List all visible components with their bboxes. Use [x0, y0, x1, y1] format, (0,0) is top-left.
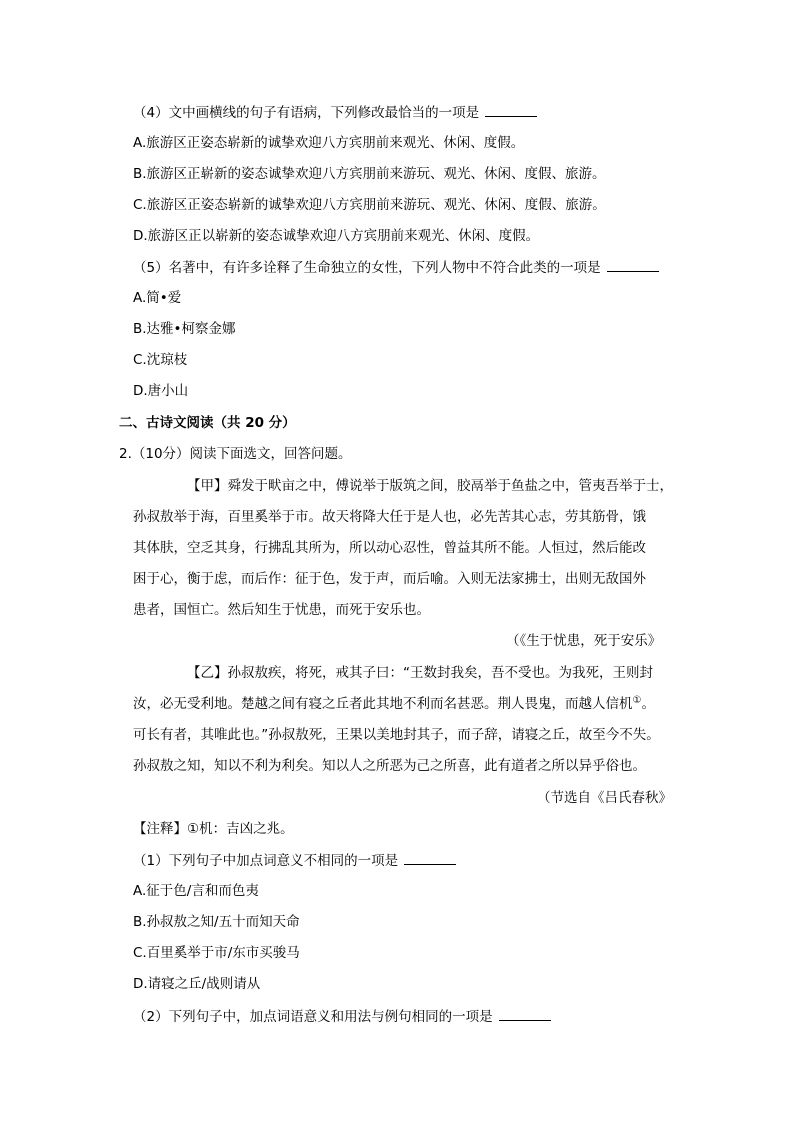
sub1-option-d: D.请寝之丘/战则请从 [133, 976, 261, 992]
answer-blank [607, 257, 659, 272]
q5-option-c: C.沈琼枝 [133, 352, 188, 368]
sub2-stem [133, 1006, 551, 1027]
q4-option-d: D.旅游区正以崭新的姿态诚挚欢迎八方宾朋前来观光、休闲、度假。 [133, 228, 540, 244]
passage-jia-line-5: 患者，国恒亡。然后知生于忧患，而死于安乐也。 [133, 602, 430, 618]
q4-option-b: B.旅游区正崭新的姿态诚挚欢迎八方宾朋前来游玩、观光、休闲、度假、旅游。 [133, 166, 606, 182]
q4-option-a: A.旅游区正姿态崭新的诚挚欢迎八方宾朋前来观光、休闲、度假。 [133, 135, 525, 151]
q5-option-a: A.简•爱 [133, 290, 182, 306]
section-title: 二、古诗文阅读（共 20 分） [119, 415, 296, 431]
q4-stem [133, 102, 537, 123]
passage-yi-line-3: 可长有者，其唯此也。”孙叔敖死，王果以美地封其子，而子辞，请寝之丘，故至今不失。 [133, 727, 660, 743]
q5-option-d: D.唐小山 [133, 383, 189, 399]
q4-option-c: C.旅游区正姿态崭新的诚挚欢迎八方宾朋前来游玩、观光、休闲、度假、旅游。 [133, 197, 606, 213]
sub2-stem-text: （2）下列句子中，加点词语意义和用法与例句相同的一项是 [133, 1009, 493, 1025]
passage-jia-source: （《生于忧患，死于安乐》 [506, 633, 662, 649]
passage-yi-line-1: 【乙】孙叔敖疾，将死，戒其子曰：“王数封我矣，吾不受也。为我死，王则封 [187, 665, 653, 681]
q5-stem-text: （5）名著中，有许多诠释了生命独立的女性，下列人物中不符合此类的一项是 [133, 260, 601, 276]
sub1-stem [133, 850, 456, 871]
answer-blank [499, 1006, 551, 1021]
passage-yi-source: （节选自《吕氏春秋》 [537, 790, 672, 806]
passage-jia-line-4: 困于心，衡于虑，而后作：征于色，发于声，而后喻。入则无法家拂士，出则无敌国外 [133, 571, 646, 587]
q2-stem: 2.（10分）阅读下面选文，回答问题。 [119, 446, 352, 462]
sub1-stem-text: （1）下列句子中加点词意义不相同的一项是 [133, 853, 399, 869]
sub1-option-b: B.孙叔敖之知/五十而知天命 [133, 914, 300, 930]
passage-yi-line-2 [133, 694, 655, 714]
passage-jia-line-1: 【甲】舜发于畎亩之中，傅说举于版筑之间，胶鬲举于鱼盐之中，管夷吾举于士， [187, 478, 673, 494]
passage-jia-line-3: 其体肤，空乏其身，行拂乱其所为，所以动心忍性，曾益其所不能。人恒过，然后能改 [133, 540, 646, 556]
passage-jia-line-2: 孙叔敖举于海，百里奚举于市。故天将降大任于是人也，必先苦其心志，劳其筋骨，饿 [133, 509, 646, 525]
passage-yi-line-2-end: 。 [641, 696, 655, 712]
passage-yi-line-2-text: 汝，必无受利地。楚越之间有寝之丘者此其地不利而名甚恶。荆人畏鬼，而越人信机 [133, 696, 633, 712]
annotation: 【注释】①机：吉凶之兆。 [133, 821, 294, 837]
sub1-option-c: C.百里奚举于市/东市买骏马 [133, 945, 300, 961]
q4-stem-text: （4）文中画横线的句子有语病，下列修改最恰当的一项是 [133, 105, 480, 121]
q5-option-b: B.达雅•柯察金娜 [133, 321, 236, 337]
footnote-marker: ① [632, 694, 642, 706]
answer-blank [404, 850, 456, 865]
q5-stem [133, 257, 659, 278]
answer-blank [485, 102, 537, 117]
sub1-option-a: A.征于色/言和而色夷 [133, 883, 259, 899]
passage-yi-line-4: 孙叔敖之知，知以不利为利矣。知以人之所恶为己之所喜，此有道者之所以异乎俗也。 [133, 758, 646, 774]
